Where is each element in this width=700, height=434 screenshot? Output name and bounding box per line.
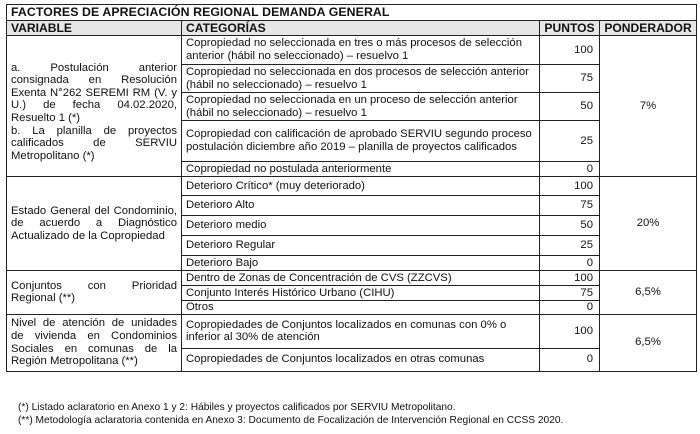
categoria-cell: Copropiedad no seleccionada en dos procesos de selección anterior (hábil no seleccionado) – resuelvo 1 <box>182 65 540 93</box>
variable-nivel-atencion: Nivel de atención de unidades de vivienda en Condominios Sociales en comunas de la Región Metropolitana (**) <box>7 314 182 371</box>
categoria-cell: Deterioro Regular <box>182 236 540 256</box>
puntos-cell: 75 <box>540 196 600 216</box>
categoria-cell: Deterioro Alto <box>182 196 540 216</box>
puntos-cell: 50 <box>540 93 600 121</box>
header-variable: VARIABLE <box>7 21 182 36</box>
header-ponderador: PONDERADOR <box>600 21 697 36</box>
categoria-cell: Copropiedad no postulada anteriormente <box>182 162 540 177</box>
ponderador-cell: 6,5% <box>600 314 697 371</box>
variable-estado-general: Estado General del Condominio, de acuerdo a Diagnóstico Actualizado de la Copropiedad <box>7 177 182 271</box>
table-title-row <box>7 5 697 21</box>
puntos-cell: 25 <box>540 121 600 162</box>
categoria-cell: Otros <box>182 301 540 315</box>
puntos-cell: 100 <box>540 177 600 196</box>
ponderador-cell: 6,5% <box>600 271 697 315</box>
categoria-cell: Deterioro Bajo <box>182 256 540 271</box>
table-row <box>7 36 697 65</box>
puntos-cell: 0 <box>540 256 600 271</box>
factores-table <box>6 4 697 372</box>
header-puntos: PUNTOS <box>540 21 600 36</box>
puntos-cell: 50 <box>540 216 600 236</box>
categoria-cell: Copropiedad no seleccionada en un proceso de selección anterior (hábil no seleccionado) – resuelvo 1 <box>182 93 540 121</box>
footnotes <box>18 402 688 427</box>
categoria-cell: Copropiedades de Conjuntos localizados en comunas con 0% o inferior al 30% de atención <box>182 314 540 348</box>
table-row <box>7 271 697 286</box>
categoria-cell: Copropiedad con calificación de aprobado SERVIU segundo proceso postulación diciembre año 2019 – planilla de proyectos calificados <box>182 121 540 162</box>
factores-table-container <box>6 4 696 372</box>
footnote-1: (*) Listado aclaratorio en Anexo 1 y 2: Hábiles y proyectos calificados por SERVIU Metropolitano. <box>18 402 456 413</box>
categoria-cell: Dentro de Zonas de Concentración de CVS (ZZCVS) <box>182 271 540 286</box>
puntos-cell: 75 <box>540 286 600 301</box>
table-title: FACTORES DE APRECIACIÓN REGIONAL DEMANDA GENERAL <box>7 5 697 21</box>
puntos-cell: 100 <box>540 36 600 65</box>
puntos-cell: 0 <box>540 301 600 315</box>
ponderador-cell: 7% <box>600 36 697 177</box>
table-row <box>7 177 697 196</box>
table-header-row <box>7 21 697 36</box>
header-categorias: CATEGORÍAS <box>182 21 540 36</box>
puntos-cell: 100 <box>540 271 600 286</box>
categoria-cell: Conjunto Interés Histórico Urbano (CIHU) <box>182 286 540 301</box>
categoria-cell: Deterioro Crítico* (muy deteriorado) <box>182 177 540 196</box>
categoria-cell: Copropiedades de Conjuntos localizados en otras comunas <box>182 348 540 371</box>
puntos-cell: 75 <box>540 65 600 93</box>
variable-part-b: b. La planilla de proyectos calificados de SERVIU Metropolitano (*) <box>11 124 177 162</box>
variable-prioridad-regional: Conjuntos con Prioridad Regional (**) <box>7 271 182 315</box>
categoria-cell: Deterioro medio <box>182 216 540 236</box>
variable-part-a: a. Postulación anterior consignada en Resolución Exenta N°262 SEREMI RM (V. y U.) de fecha 04.02.2020, Resuelto 1 (*) <box>11 61 177 124</box>
footnote-2: (**) Metodología aclaratoria contenida en Anexo 3: Documento de Focalización de Intervención Regional en CCSS 2020. <box>18 414 564 426</box>
puntos-cell: 0 <box>540 348 600 371</box>
puntos-cell: 25 <box>540 236 600 256</box>
puntos-cell: 100 <box>540 314 600 348</box>
variable-postulacion-anterior <box>7 36 182 177</box>
table-row <box>7 314 697 348</box>
puntos-cell: 0 <box>540 162 600 177</box>
categoria-cell: Copropiedad no seleccionada en tres o más procesos de selección anterior (hábil no seleccionado) – resuelvo 1 <box>182 36 540 65</box>
ponderador-cell: 20% <box>600 177 697 271</box>
